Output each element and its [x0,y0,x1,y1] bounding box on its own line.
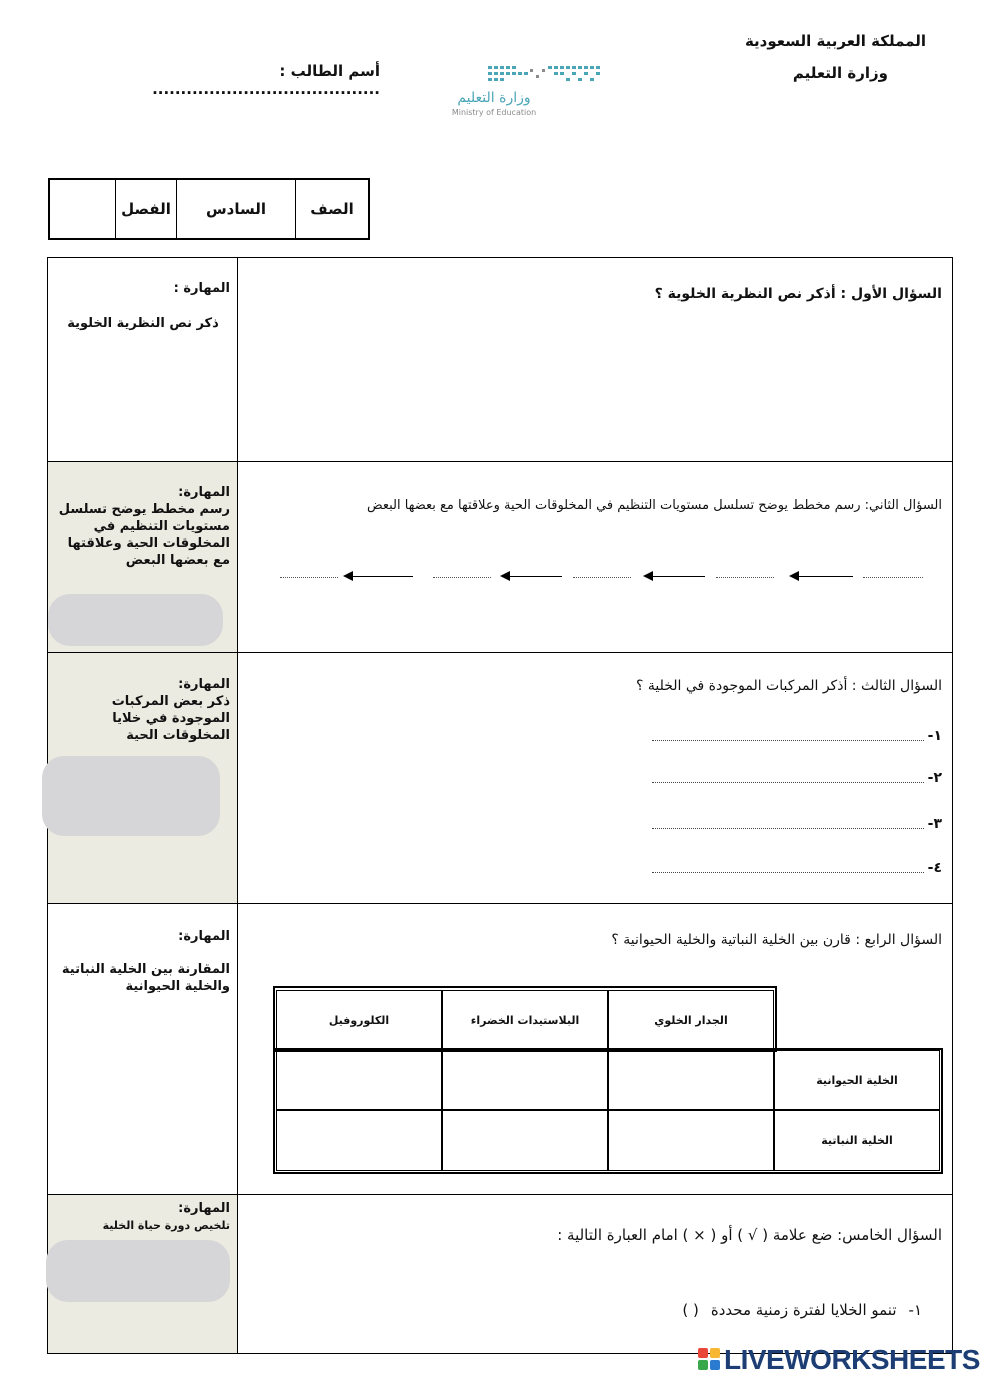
question-5: السؤال الخامس: ضع علامة ( √ ) أو ( × ) امام العبارة التالية : [557,1226,942,1244]
question-3: السؤال الثالث : أذكر المركبات الموجودة في الخلية ؟ [635,678,942,694]
statement-text: تنمو الخلايا لفترة زمنية محددة [710,1301,897,1319]
row-header: الخلية النباتية [774,1110,940,1171]
diagram-blank[interactable] [573,577,631,578]
question-1: السؤال الأول : أذكر نص النظرية الخلوية ؟ [654,286,942,302]
class-value[interactable] [51,180,115,238]
column-header: البلاستيدات الخضراء [442,990,608,1050]
grade-label: الصف [295,180,368,238]
liveworksheets-icon [698,1348,722,1372]
skill-cell-4 [56,928,230,995]
row-divider [48,652,952,653]
answer-number: ٣- [927,816,942,832]
answer-number: ٤- [927,860,942,876]
comparison-cell[interactable] [608,1050,774,1110]
row-divider [48,461,952,462]
class-label: الفصل [115,180,176,238]
diagram-blank[interactable] [863,577,923,578]
skill-title: المهارة: [178,677,230,692]
comparison-cell[interactable] [608,1110,774,1171]
class-info-box [48,178,370,240]
statement-answer-box[interactable]: ( ) [682,1301,699,1319]
diagram-blank[interactable] [716,577,774,578]
logo-english-text: Ministry of Education [451,108,537,117]
skill-text: ذكر نص النظرية الخلوية [67,316,219,331]
comparison-cell[interactable] [276,1050,442,1110]
redacted-blur [46,1240,230,1302]
row-divider [48,903,952,904]
answer-line-1[interactable] [652,728,942,744]
column-header: الكلوروفيل [276,990,442,1050]
statement-number: ١- [908,1301,922,1319]
skill-title: المهارة : [173,281,230,296]
skill-text: رسم مخطط يوضح تسلسل مستويات التنظيم في المخلوقات الحية وعلاقتها مع بعضها البعض [58,502,230,568]
comparison-cell[interactable] [442,1110,608,1171]
skill-cell-5 [56,1200,230,1234]
row-divider [48,1194,952,1195]
worksheet-table [47,257,953,1354]
question-2: السؤال الثاني: رسم مخطط يوضح تسلسل مستويات التنظيم في المخلوقات الحية وعلاقتها مع بعضها البعض [366,498,942,513]
skill-text: ذكر بعض المركبات الموجودة في خلايا المخلوقات الحية [111,694,230,743]
column-header: الجدار الخلوي [608,990,774,1050]
comparison-cell[interactable] [442,1050,608,1110]
kingdom-title: المملكة العربية السعودية [744,32,926,50]
logo-arabic-text: وزارة التعليم [457,90,531,106]
logo-dots-icon [488,66,600,82]
arrow-left-icon [645,576,705,577]
answer-line-3[interactable] [652,816,942,832]
student-name-dots: ........................................ [152,80,380,98]
arrow-left-icon [791,576,853,577]
ministry-title: وزارة التعليم [792,64,888,82]
student-name-label: أسم الطالب : [279,62,380,80]
answer-number: ١- [927,728,942,744]
arrow-left-icon [502,576,562,577]
redacted-blur [48,594,223,646]
skill-title: المهارة: [178,929,230,944]
brand-text: LIVEWORKSHEETS [724,1344,980,1375]
redacted-blur [42,756,220,836]
student-name-field[interactable] [80,62,380,98]
skill-title: المهارة: [178,1201,230,1216]
arrow-left-icon [345,576,413,577]
diagram-blank[interactable] [433,577,491,578]
answer-line-2[interactable] [652,770,942,786]
diagram-blank[interactable] [280,577,338,578]
statement-row [682,1301,922,1319]
skill-title: المهارة: [178,485,230,500]
answer-line-4[interactable] [652,860,942,876]
skill-text: المقارنة بين الخلية النباتية والخلية الحيوانية [61,962,230,994]
column-divider [237,258,238,1353]
grade-value: السادس [176,180,295,238]
row-header: الخلية الحيوانية [774,1050,940,1110]
comparison-cell[interactable] [276,1110,442,1171]
ministry-logo [430,62,610,122]
question-4: السؤال الرابع : قارن بين الخلية النباتية والخلية الحيوانية ؟ [611,932,942,948]
skill-cell-3 [56,676,230,744]
liveworksheets-logo [698,1344,980,1376]
skill-cell-1 [56,280,230,332]
skill-cell-2 [56,484,230,569]
skill-text: تلخيص دورة حياة الخلية [102,1219,230,1232]
answer-area-1[interactable] [248,318,940,453]
answer-number: ٢- [927,770,942,786]
